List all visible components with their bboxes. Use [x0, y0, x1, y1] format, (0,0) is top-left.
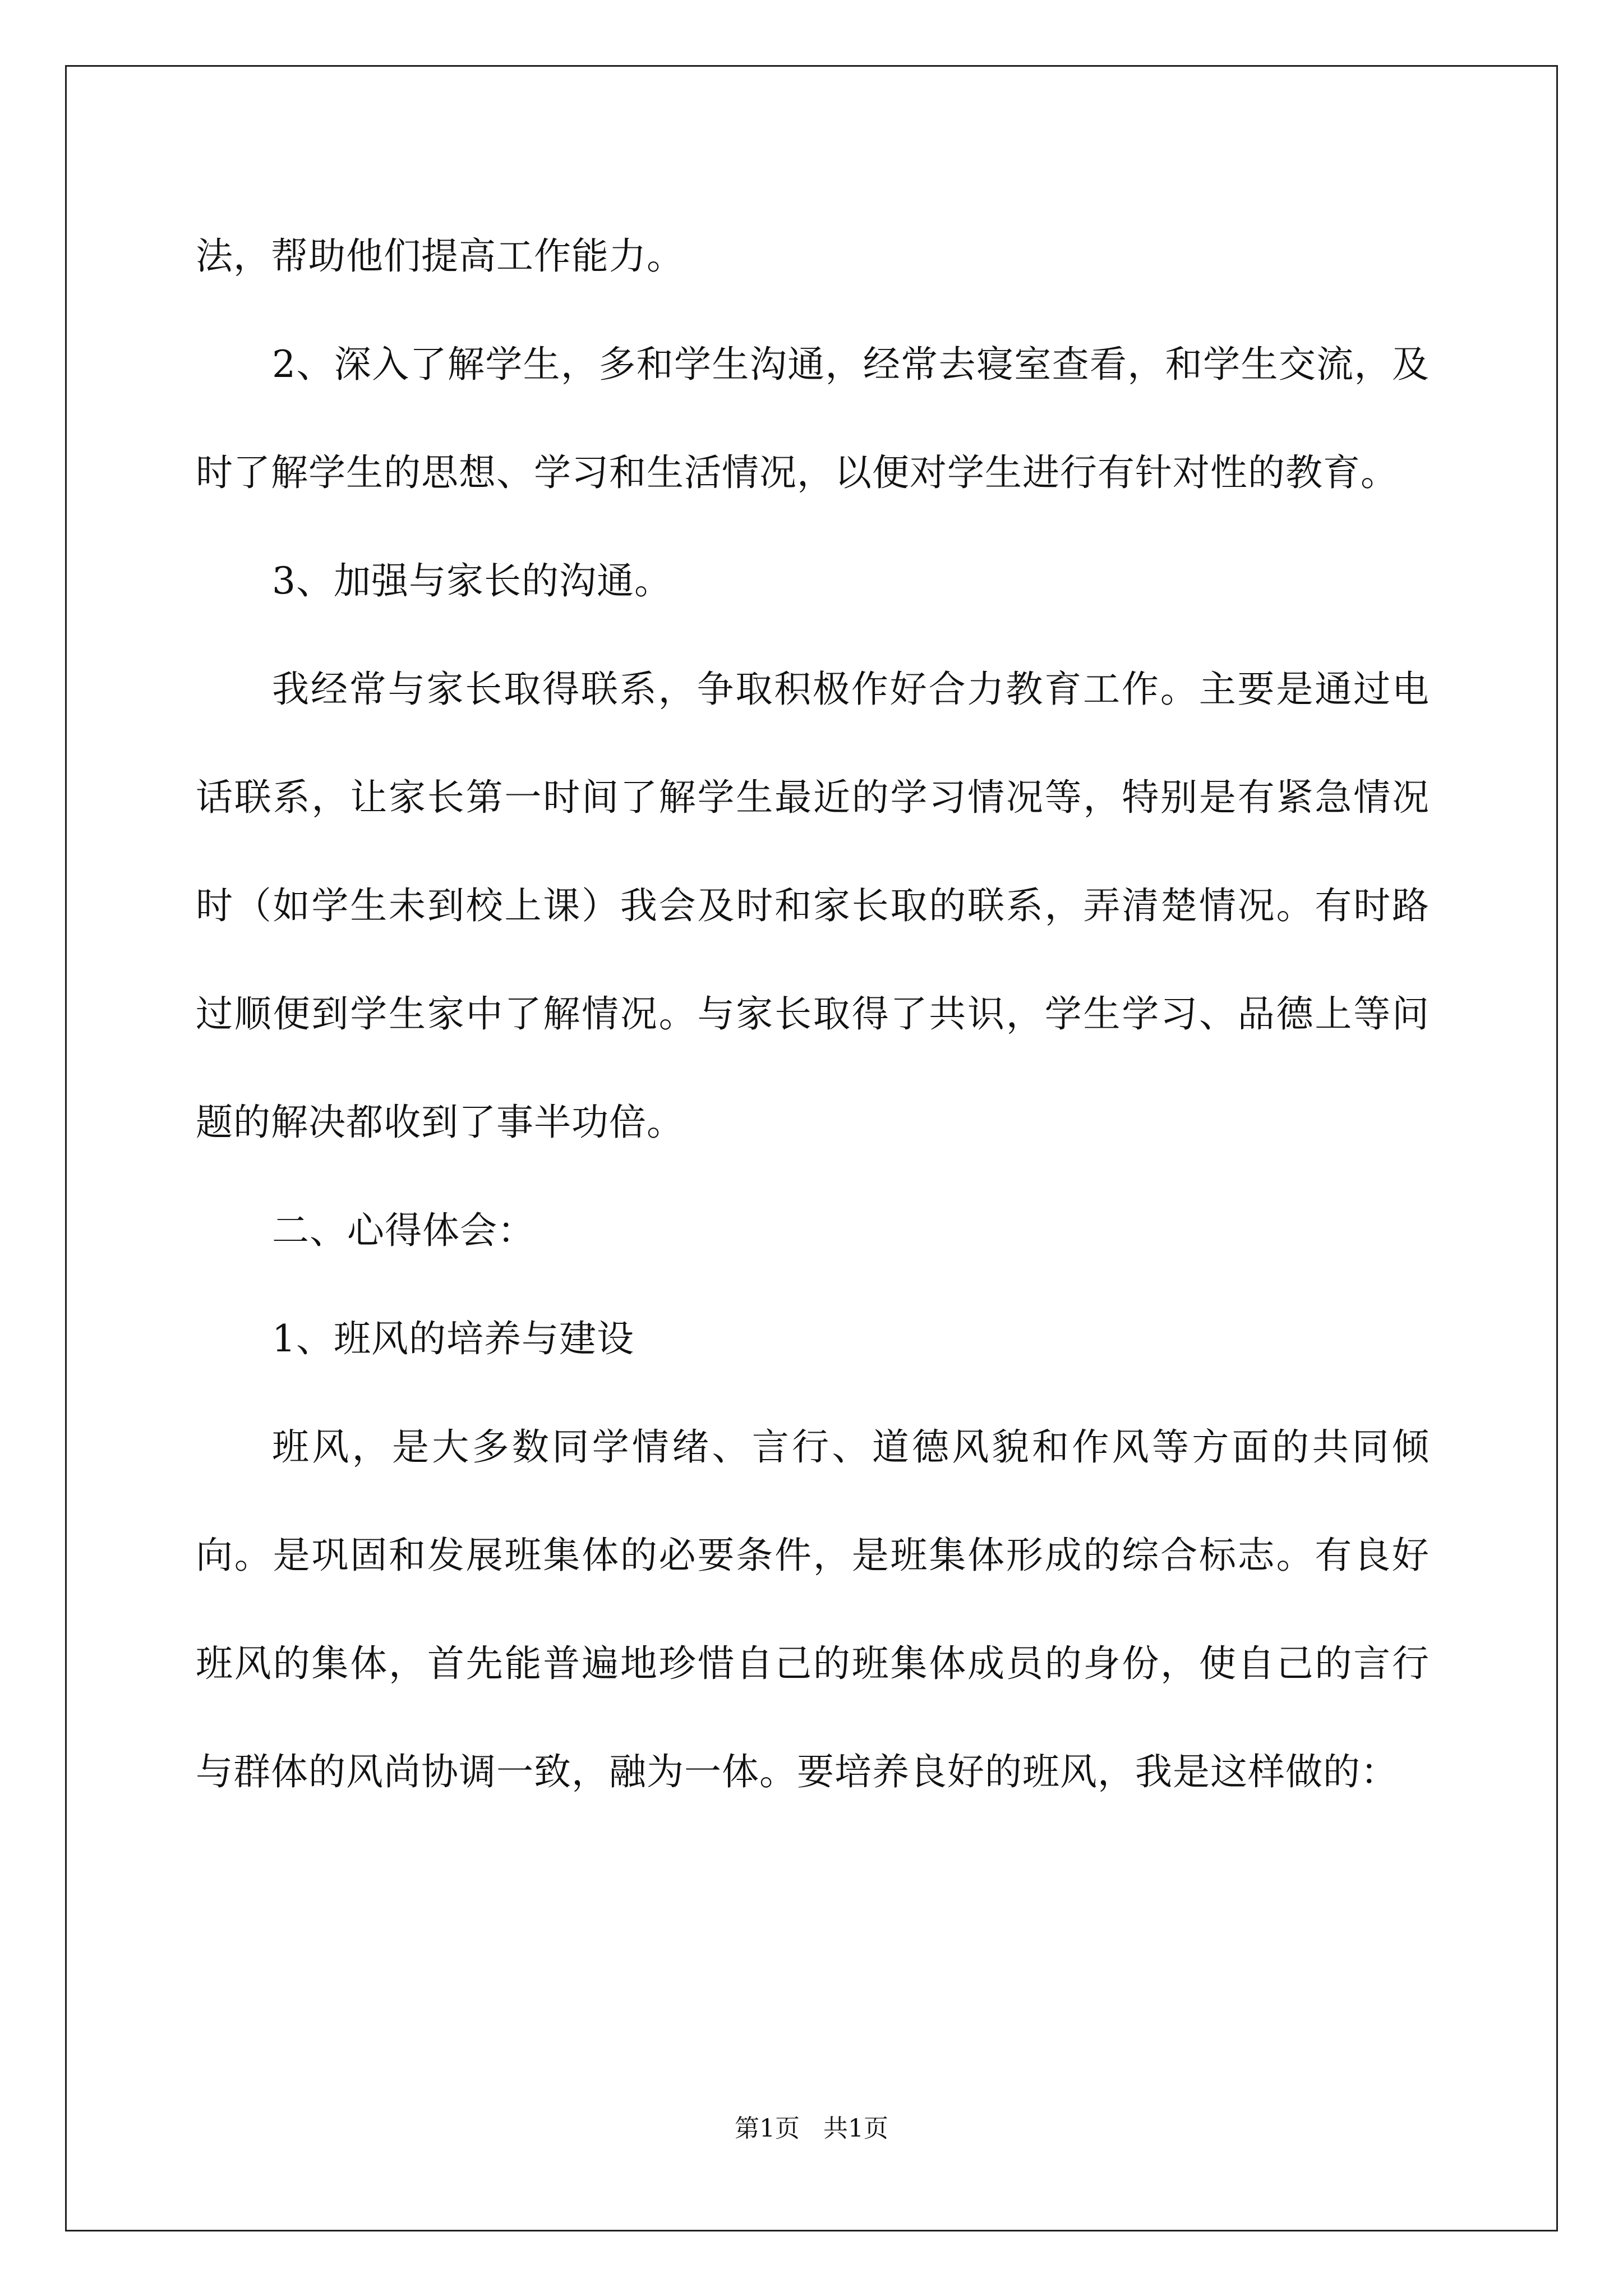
document-body: [196, 202, 1430, 1826]
section-heading: 二、心得体会：: [272, 1209, 535, 1252]
paragraph-1: 法，帮助他们提高工作能力。: [196, 234, 684, 278]
page-footer: 第1页 共1页: [735, 2114, 888, 2143]
subsection-heading: 1、班风的培养与建设: [272, 1317, 634, 1360]
paragraph-4: 我经常与家长取得联系，争取积极作好合力教育工作。主要是通过电话联系，让家长第一时间了解学生最近的学习情况等，特别是有紧急情况时（如学生未到校上课）我会及时和家长取的联系，弄清楚情况。有时路过顺便到学生家中了解情况。与家长取得了共识，学生学习、品德上等问题的解决都收到了事半功倍。: [196, 668, 1430, 1144]
paragraph-2: 2、深入了解学生，多和学生沟通，经常去寝室查看，和学生交流，及时了解学生的思想、学习和生活情况，以便对学生进行有针对性的教育。: [196, 343, 1430, 494]
paragraph-3: 3、加强与家长的沟通。: [272, 559, 672, 602]
paragraph-7: 班风，是大多数同学情绪、言行、道德风貌和作风等方面的共同倾向。是巩固和发展班集体的必要条件，是班集体形成的综合标志。有良好班风的集体，首先能普遍地珍惜自己的班集体成员的身份，使自己的言行与群体的风尚协调一致，融为一体。要培养良好的班风，我是这样做的：: [196, 1425, 1430, 1793]
